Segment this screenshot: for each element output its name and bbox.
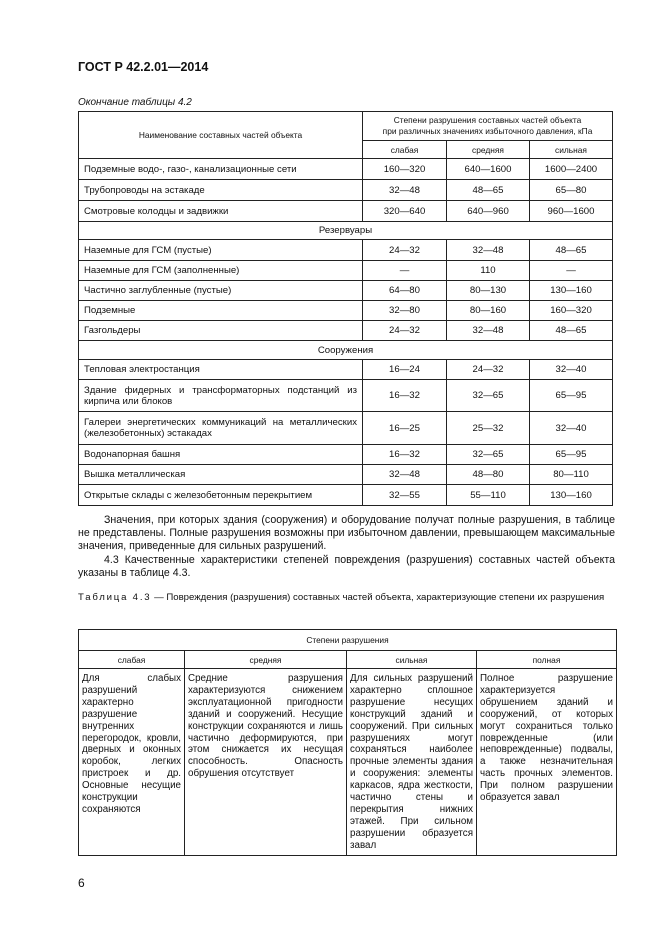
column-header-degrees [363,112,613,141]
row-weak: 32—48 [363,180,447,201]
row-medium: 80—160 [447,301,530,321]
row-name: Трубопроводы на эстакаде [79,180,363,201]
table-row [79,669,617,856]
row-weak: 32—55 [363,485,447,506]
subheader-medium: средняя [185,651,347,669]
row-name: Смотровые колодцы и задвижки [79,201,363,222]
row-strong: 160—320 [530,301,613,321]
column-header-name: Наименование составных частей объекта [79,112,363,159]
table-row [79,485,613,506]
row-strong: 130—160 [530,281,613,301]
row-medium: 640—960 [447,201,530,222]
table-4-3-title: — Повреждения (разрушения) составных частей объекта, характеризующие степени их разрушения [151,592,605,603]
row-medium: 80—130 [447,281,530,301]
row-weak: 16—24 [363,360,447,380]
section-row [79,341,613,360]
subheader-weak: слабая [363,141,447,159]
row-medium: 110 [447,261,530,281]
row-name: Подземные водо-, газо-, канализационные сети [79,159,363,180]
table-row [79,261,613,281]
subheader-full: полная [477,651,617,669]
row-medium: 48—80 [447,465,530,485]
row-weak: 32—48 [363,465,447,485]
row-medium: 32—48 [447,240,530,261]
row-medium: 32—65 [447,380,530,412]
table-row [79,465,613,485]
table-4-2-caption: Окончание таблицы 4.2 [78,97,192,108]
row-weak: 320—640 [363,201,447,222]
table-row [79,380,613,412]
degree-header-line2: при различных значениях избыточного давления, кПа [382,126,593,136]
row-strong: 130—160 [530,485,613,506]
table-row [79,281,613,301]
table-row [79,412,613,445]
degrees-header: Степени разрушения [79,630,617,651]
row-name: Водонапорная башня [79,445,363,465]
row-name: Галереи энергетических коммуникаций на металлических (железобетонных) эстакадах [79,412,363,445]
row-name: Тепловая электростанция [79,360,363,380]
degree-header-line1: Степени разрушения составных частей объекта [393,115,582,125]
row-medium: 48—65 [447,180,530,201]
row-name: Газгольдеры [79,321,363,341]
row-weak: 160—320 [363,159,447,180]
row-name: Открытые склады с железобетонным перекрытием [79,485,363,506]
table-4-2 [78,111,613,506]
row-medium: 32—48 [447,321,530,341]
document-code: ГОСТ Р 42.2.01—2014 [78,60,209,74]
row-strong: 48—65 [530,240,613,261]
row-strong: 65—95 [530,445,613,465]
row-name: Частично заглубленные (пустые) [79,281,363,301]
subheader-medium: средняя [447,141,530,159]
table-row [79,159,613,180]
cell-weak-description: Для слабых разрушений характерно разрушение внутренних перегородок, кровли, дверных и оконных коробок, легких пристроек и др. Основные несущие конструкции сохраняются [79,669,185,856]
table-row [79,301,613,321]
row-weak: 16—25 [363,412,447,445]
row-name: Подземные [79,301,363,321]
paragraph-4-3: 4.3 Качественные характеристики степеней повреждения (разрушения) составных частей объекта указаны в таблице 4.3. [78,554,615,579]
row-strong: 65—95 [530,380,613,412]
row-weak: 16—32 [363,445,447,465]
row-medium: 640—1600 [447,159,530,180]
table-row [79,201,613,222]
row-strong: 65—80 [530,180,613,201]
cell-medium-description: Средние разрушения характеризуются снижением эксплуатационной пригодности зданий и сооружений. Несущие конструкции сохраняются и лишь частично деформируются, при этом снижается их несущая способность. Опасность обрушения отсутствует [185,669,347,856]
table-row [79,321,613,341]
cell-full-description: Полное разрушение характеризуется обрушением зданий и сооружений, от которых могут сохраниться только поврежденные (или неповрежденные) подвалы, а также незначительная часть прочных элементов. При полном разрушении образуется завал [477,669,617,856]
row-strong: 1600—2400 [530,159,613,180]
row-medium: 24—32 [447,360,530,380]
row-name: Вышка металлическая [79,465,363,485]
section-structures: Сооружения [79,341,613,360]
cell-strong-description: Для сильных разрушений характерно сплошное разрушение несущих конструкций зданий и сооружений. При сильных разрушениях могут сохраняться наиболее прочные элементы здания и сооружения: элементы каркасов, ядра жесткости, частично стены и перекрытия нижних этажей. При сильном разрушении образуется завал [347,669,477,856]
table-row [79,240,613,261]
row-medium: 55—110 [447,485,530,506]
subheader-strong: сильная [347,651,477,669]
subheader-strong: сильная [530,141,613,159]
paragraph-full-destruction-note: Значения, при которых здания (сооружения) и оборудование получат полные разрушения, в таблице не представлены. Полные разрушения возможны при избыточном давлении, превышающем максимальные значения, приведенные для сильных разрушений. [78,514,615,552]
table-row [79,360,613,380]
subheader-weak: слабая [79,651,185,669]
row-weak: 24—32 [363,321,447,341]
row-medium: 32—65 [447,445,530,465]
row-strong: — [530,261,613,281]
page-number: 6 [78,876,85,890]
row-strong: 32—40 [530,360,613,380]
row-medium: 25—32 [447,412,530,445]
row-weak: 24—32 [363,240,447,261]
table-4-3-caption [78,592,615,604]
section-row [79,222,613,240]
row-strong: 48—65 [530,321,613,341]
table-4-3 [78,629,617,856]
row-name: Здание фидерных и трансформаторных подстанций из кирпича или блоков [79,380,363,412]
row-name: Наземные для ГСМ (заполненные) [79,261,363,281]
table-row [79,180,613,201]
row-strong: 960—1600 [530,201,613,222]
row-weak: 32—80 [363,301,447,321]
row-strong: 80—110 [530,465,613,485]
row-name: Наземные для ГСМ (пустые) [79,240,363,261]
row-weak: 64—80 [363,281,447,301]
row-strong: 32—40 [530,412,613,445]
table-row [79,445,613,465]
section-reservoirs: Резервуары [79,222,613,240]
row-weak: — [363,261,447,281]
row-weak: 16—32 [363,380,447,412]
table-4-3-label: Таблица 4.3 [78,592,152,603]
